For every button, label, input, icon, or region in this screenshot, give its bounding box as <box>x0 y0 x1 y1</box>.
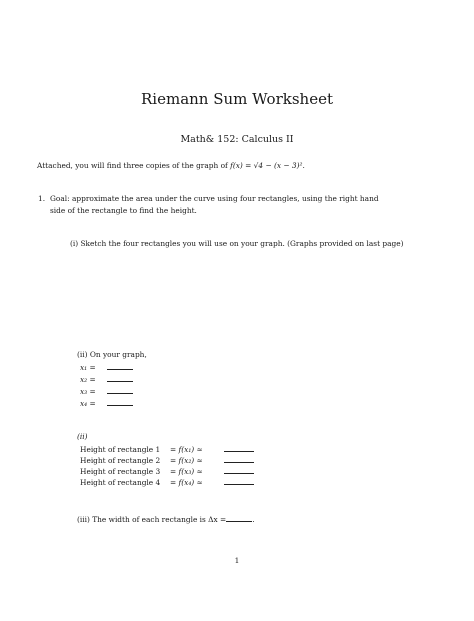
part-iii-width: (iii) The width of each rectangle is Δx = . <box>77 515 255 524</box>
x-label: x₁ = <box>80 363 96 372</box>
part-ii-b-heading: (ii) <box>77 432 88 441</box>
height-label: Height of rectangle 3 <box>80 467 161 476</box>
height-row <box>80 444 254 454</box>
height-label: Height of rectangle 2 <box>80 456 161 465</box>
height-label: Height of rectangle 1 <box>80 445 161 454</box>
answer-blank[interactable] <box>226 514 252 522</box>
x-label: x₄ = <box>80 399 96 408</box>
height-row <box>80 466 254 476</box>
answer-blank[interactable] <box>224 444 254 452</box>
answer-blank[interactable] <box>224 455 254 463</box>
x-value-row <box>80 386 133 396</box>
answer-blank[interactable] <box>224 466 254 474</box>
part-i-instruction: (i) Sketch the four rectangles you will use on your graph. (Graphs provided on last page) <box>70 239 404 248</box>
answer-blank[interactable] <box>107 362 133 370</box>
height-label: Height of rectangle 4 <box>80 478 161 487</box>
height-expression: = f(x₃) ≈ <box>170 467 203 476</box>
x-value-row <box>80 398 133 408</box>
x-value-row <box>80 362 133 372</box>
question-goal-line1: Goal: approximate the area under the curve using four rectangles, using the right hand <box>50 194 379 203</box>
height-expression: = f(x₁) ≈ <box>170 445 203 454</box>
intro-text <box>37 161 305 170</box>
part-ii-heading: (ii) On your graph, <box>77 350 147 359</box>
height-row <box>80 477 254 487</box>
function-expression: f(x) = √4 − (x − 3)². <box>230 161 305 170</box>
course-name: Math& 152: Calculus II <box>180 134 294 145</box>
intro-prefix: Attached, you will find three copies of the graph of <box>37 161 231 170</box>
x-value-row <box>80 374 133 384</box>
height-expression: = f(x₄) ≈ <box>170 478 203 487</box>
height-row <box>80 455 254 465</box>
question-goal-line2: side of the rectangle to find the height. <box>50 206 197 215</box>
page-number: 1 <box>234 556 240 565</box>
x-label: x₃ = <box>80 387 96 396</box>
part-iii-text: (iii) The width of each rectangle is Δx = <box>77 515 227 524</box>
answer-blank[interactable] <box>224 477 254 485</box>
height-expression: = f(x₂) ≈ <box>170 456 203 465</box>
answer-blank[interactable] <box>107 398 133 406</box>
x-label: x₂ = <box>80 375 96 384</box>
question-number: 1. <box>38 194 46 203</box>
answer-blank[interactable] <box>107 374 133 382</box>
worksheet-title: Riemann Sum Worksheet <box>141 90 333 108</box>
answer-blank[interactable] <box>107 386 133 394</box>
